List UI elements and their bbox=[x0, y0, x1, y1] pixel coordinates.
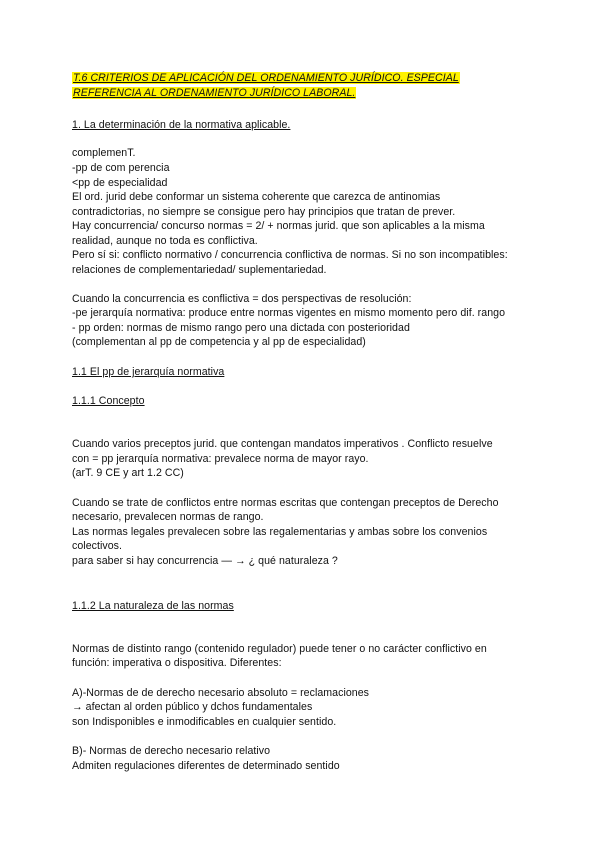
text-line: → afectan al orden público y dchos fundamentales bbox=[72, 701, 313, 713]
text-line: contradictorias, no siempre se consigue pero hay principios que tratan de prever. bbox=[72, 206, 456, 218]
section-1-1-heading: 1.1 El pp de jerarquía normativa bbox=[72, 366, 225, 378]
text-line: con = pp jerarquía normativa: prevalece norma de mayor rayo. bbox=[72, 453, 369, 465]
text-line: Normas de distinto rango (contenido regulador) puede tener o no carácter conflictivo en bbox=[72, 643, 487, 655]
text-line: B)- Normas de derecho necesario relativo bbox=[72, 745, 271, 757]
text-line: Cuando la concurrencia es conflictiva = dos perspectivas de resolución: bbox=[72, 293, 412, 305]
text-line: para saber si hay concurrencia — → ¿ qué naturaleza ? bbox=[72, 555, 338, 567]
text-line: Hay concurrencia/ concurso normas = 2/ + normas jurid. que son aplicables a la misma bbox=[72, 220, 485, 232]
title-line-2: REFERENCIA AL ORDENAMIENTO JURÍDICO LABORAL. bbox=[73, 87, 356, 99]
text-line: (complementan al pp de competencia y al pp de especialidad) bbox=[72, 336, 366, 348]
text-line: <pp de especialidad bbox=[72, 177, 168, 189]
text-line: Las normas legales prevalecen sobre las regalementarias y ambas sobre los convenios bbox=[72, 526, 488, 538]
text-line: - pp orden: normas de mismo rango pero una dictada con posterioridad bbox=[72, 322, 410, 334]
text-line: Admiten regulaciones diferentes de determinado sentido bbox=[72, 760, 340, 772]
text-line: Pero sí si: conflicto normativo / concurrencia conflictiva de normas. Si no son incompatibles: bbox=[72, 249, 508, 261]
text-line: -pp de com perencia bbox=[72, 162, 170, 174]
text-line: complemenT. bbox=[72, 147, 136, 159]
section-1-1-1-heading: 1.1.1 Concepto bbox=[72, 395, 145, 407]
text-line: -pe jerarquía normativa: produce entre normas vigentes en mismo momento pero dif. rango bbox=[72, 307, 506, 319]
section-1-1-2-heading: 1.1.2 La naturaleza de las normas bbox=[72, 600, 234, 612]
text-line: (arT. 9 CE y art 1.2 CC) bbox=[72, 467, 184, 479]
text-line: colectivos. bbox=[72, 540, 123, 552]
text-line: realidad, aunque no toda es conflictiva. bbox=[72, 235, 258, 247]
title-line-1: T.6 CRITERIOS DE APLICACIÓN DEL ORDENAMIENTO JURÍDICO. ESPECIAL bbox=[73, 72, 459, 84]
section-1-heading: 1. La determinación de la normativa aplicable. bbox=[72, 119, 291, 131]
text-line: son Indisponibles e inmodificables en cualquier sentido. bbox=[72, 716, 337, 728]
text-line: A)-Normas de de derecho necesario absoluto = reclamaciones bbox=[72, 687, 370, 699]
text-line: función: imperativa o dispositiva. Diferentes: bbox=[72, 657, 282, 669]
text-line: El ord. jurid debe conformar un sistema coherente que carezca de antinomias bbox=[72, 191, 441, 203]
text-line: relaciones de complementariedad/ suplementariedad. bbox=[72, 264, 327, 276]
text-line: Cuando se trate de conflictos entre normas escritas que contengan preceptos de Derecho bbox=[72, 497, 499, 509]
text-line: necesario, prevalecen normas de rango. bbox=[72, 511, 264, 523]
text-line: Cuando varios preceptos jurid. que contengan mandatos imperativos . Conflicto resuelve bbox=[72, 438, 493, 450]
